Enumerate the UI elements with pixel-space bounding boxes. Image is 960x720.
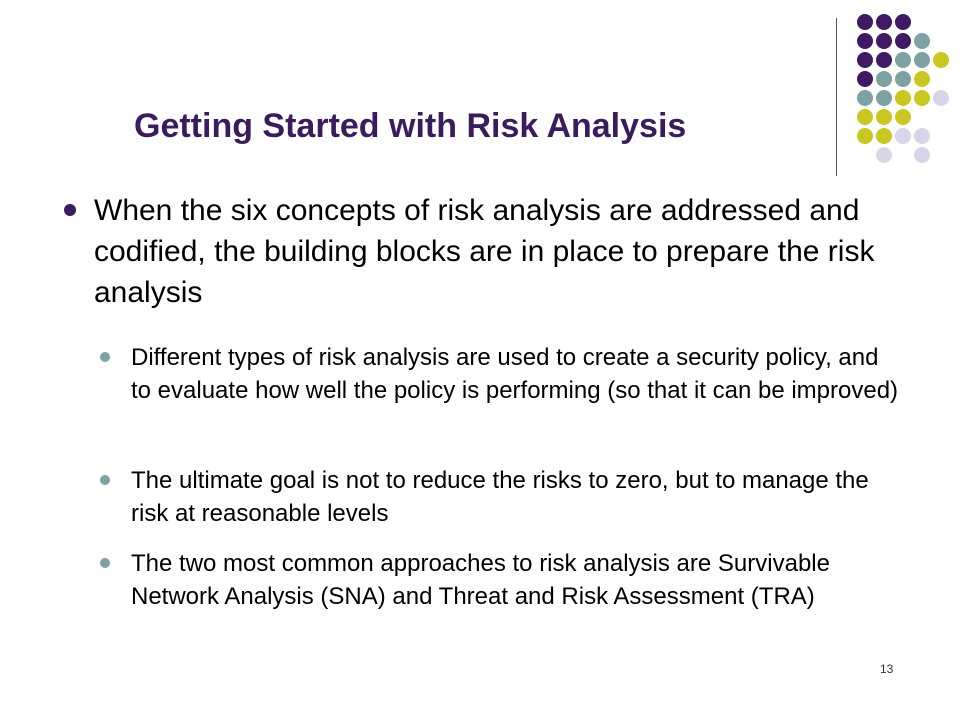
sub-bullet-dot-icon (100, 558, 110, 568)
sub-bullet-text: Different types of risk analysis are used to create a security policy, and to evaluate how well the policy is performing (so that it can be improved) (131, 344, 899, 404)
sub-bullet-dot-icon (100, 352, 110, 362)
sub-bullet-text: The ultimate goal is not to reduce the risks to zero, but to manage the risk at reasonable levels (131, 467, 869, 527)
slide-title: Getting Started with Risk Analysis (134, 107, 687, 145)
sub-bullet-dot-icon (100, 475, 110, 485)
page-number: 13 (880, 662, 894, 676)
sub-bullet-text: The two most common approaches to risk analysis are Survivable Network Analysis (SNA) and Threat and Risk Assessment (TRA) (131, 550, 830, 610)
bullet-text: When the six concepts of risk analysis are addressed and codified, the building blocks are in place to prepare the risk analysis (94, 194, 875, 309)
bullet-dot-icon (64, 204, 76, 216)
